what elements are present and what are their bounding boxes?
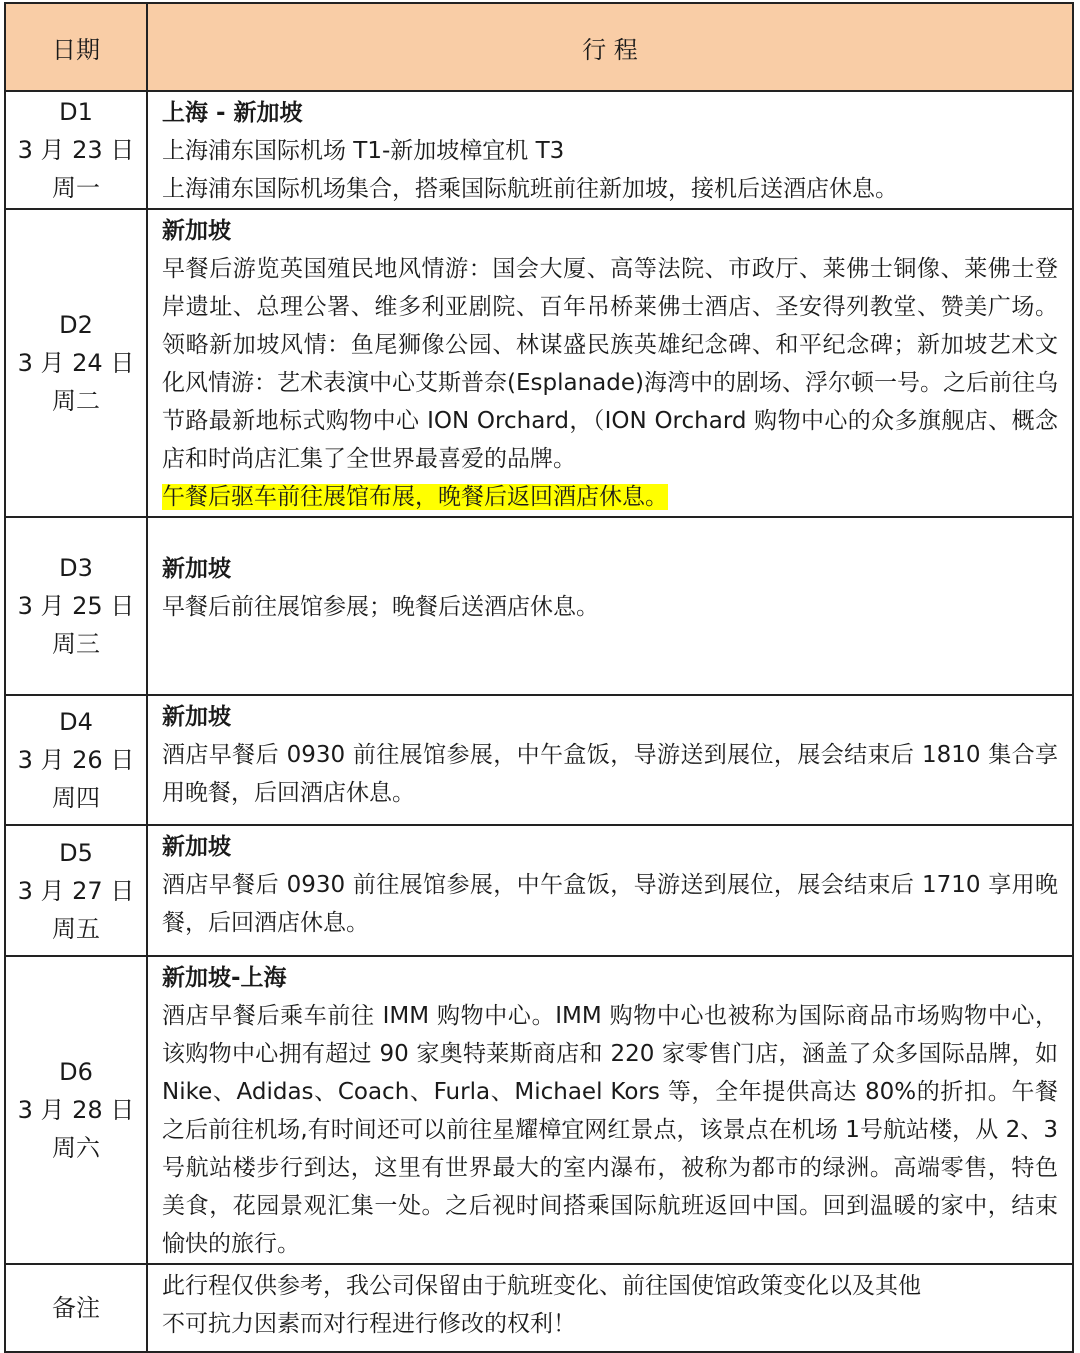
day-title: 新加坡 xyxy=(162,556,231,582)
day-description: 酒店早餐后 0930 前往展馆参展，中午盒饭，导游送到展位，展会结束后 1810 集合享用晚餐，后回酒店休息。 xyxy=(162,742,1058,806)
day-weekday: 周四 xyxy=(52,784,100,812)
day-weekday: 周二 xyxy=(52,387,100,415)
day-description: 早餐后游览英国殖民地风情游：国会大厦、高等法院、市政厅、莱佛士铜像、莱佛士登岸遗址、总理公署、维多利亚剧院、百年吊桥莱佛士酒店、圣安得列教堂、赞美广场。领略新加坡风情：鱼尾狮像公园、林谋盛民族英雄纪念碑、和平纪念碑；新加坡艺术文化风情游：艺术表演中心艾斯普奈(Esplanade)海湾中的剧场、浮尔顿一号。之后前往乌节路最新地标式购物中心 ION Orchard，（ION Orchard 购物中心的众多旗舰店、概念店和时尚店汇集了全世界最喜爱的品牌。 xyxy=(162,256,1058,472)
day-date: 3 月 23 日 xyxy=(17,136,135,164)
day-description: 酒店早餐后 0930 前往展馆参展，中午盒饭，导游送到展位，展会结束后 1710 享用晚餐，后回酒店休息。 xyxy=(162,872,1058,936)
plan-column-header: 行 程 xyxy=(147,3,1073,91)
day-weekday: 周一 xyxy=(52,174,100,202)
plan-cell xyxy=(147,695,1073,825)
day-date: 3 月 26 日 xyxy=(17,746,135,774)
day-date: 3 月 25 日 xyxy=(17,592,135,620)
itinerary-table xyxy=(4,2,1074,1353)
table-header-row xyxy=(5,3,1073,91)
day-title: 新加坡-上海 xyxy=(162,965,287,991)
day-number: D3 xyxy=(59,554,93,582)
day-title: 新加坡 xyxy=(162,834,231,860)
day-row-d1 xyxy=(5,91,1073,209)
plan-cell xyxy=(147,517,1073,695)
note-line: 不可抗力因素而对行程进行修改的权利！ xyxy=(162,1311,576,1337)
day-row-d3 xyxy=(5,517,1073,695)
day-number: D2 xyxy=(59,311,93,339)
day-weekday: 周五 xyxy=(52,914,100,943)
date-cell xyxy=(5,209,147,517)
day-description: 早餐后前往展馆参展；晚餐后送酒店休息。 xyxy=(162,594,599,620)
note-cell xyxy=(147,1264,1073,1352)
plan-cell xyxy=(147,209,1073,517)
day-title: 上海 - 新加坡 xyxy=(162,100,303,126)
day-row-d2 xyxy=(5,209,1073,517)
day-date: 3 月 24 日 xyxy=(17,349,135,377)
day-number: D5 xyxy=(59,838,93,867)
date-cell xyxy=(5,825,147,956)
highlighted-note: 午餐后驱车前往展馆布展，晚餐后返回酒店休息。 xyxy=(162,484,668,510)
day-weekday: 周六 xyxy=(52,1134,100,1162)
day-title: 新加坡 xyxy=(162,704,231,730)
note-line: 此行程仅供参考，我公司保留由于航班变化、前往国使馆政策变化以及其他 xyxy=(162,1273,921,1299)
date-cell xyxy=(5,956,147,1264)
note-label: 备注 xyxy=(5,1264,147,1352)
day-description: 酒店早餐后乘车前往 IMM 购物中心。IMM 购物中心也被称为国际商品市场购物中心，该购物中心拥有超过 90 家奥特莱斯商店和 220 家零售门店，涵盖了众多国际品牌，如 Nike、Adidas、Coach、Furla、Michael Kors 等，全年提供高达 80%的折扣。午餐之后前往机场,有时间还可以前往星耀樟宜网红景点，该景点在机场 1号航站楼，从 2、3 号航站楼步行到达，这里有世界最大的室内瀑布，被称为都市的绿洲。高端零售，特色美食，花园景观汇集一处。之后视时间搭乘国际航班返回中国。回到温暖的家中，结束愉快的旅行。 xyxy=(162,1003,1058,1257)
day-number: D1 xyxy=(59,98,93,126)
date-cell xyxy=(5,695,147,825)
day-title: 新加坡 xyxy=(162,218,231,244)
day-line: 上海浦东国际机场 T1-新加坡樟宜机 T3 xyxy=(162,138,565,164)
day-line: 上海浦东国际机场集合，搭乘国际航班前往新加坡，接机后送酒店休息。 xyxy=(162,176,898,202)
day-row-d4 xyxy=(5,695,1073,825)
plan-cell xyxy=(147,91,1073,209)
day-row-d5 xyxy=(5,825,1073,956)
day-number: D6 xyxy=(59,1058,93,1086)
date-column-header: 日期 xyxy=(5,3,147,91)
plan-cell xyxy=(147,956,1073,1264)
note-row xyxy=(5,1264,1073,1352)
date-cell xyxy=(5,91,147,209)
day-weekday: 周三 xyxy=(52,630,100,658)
day-row-d6 xyxy=(5,956,1073,1264)
day-date: 3 月 27 日 xyxy=(17,876,135,905)
plan-cell xyxy=(147,825,1073,956)
day-number: D4 xyxy=(59,708,93,736)
day-date: 3 月 28 日 xyxy=(17,1096,135,1124)
date-cell xyxy=(5,517,147,695)
